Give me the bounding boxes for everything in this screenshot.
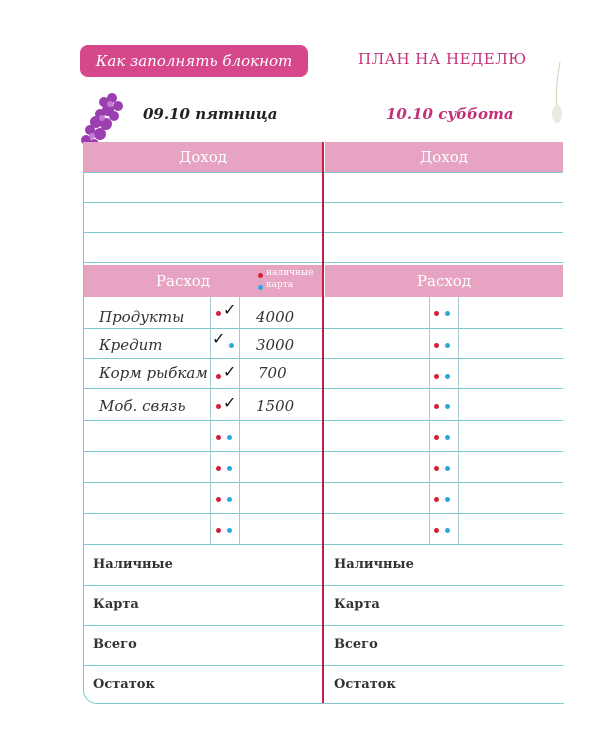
income-bar-left — [83, 142, 323, 172]
cash-dot-icon[interactable] — [216, 404, 221, 409]
expense-item: Корм рыбкам — [99, 364, 208, 382]
card-dot-icon[interactable] — [445, 374, 450, 379]
expense-amount: 1500 — [256, 397, 295, 415]
summary-card-right: Карта — [334, 597, 380, 612]
expense-list-left — [83, 297, 323, 544]
summary-rest-left: Остаток — [93, 677, 155, 692]
checkmark-icon: ✓ — [223, 300, 237, 319]
expense-item: Продукты — [99, 308, 185, 326]
summary-rest-right: Остаток — [334, 677, 396, 692]
plan-title: ПЛАН НА НЕДЕЛЮ — [358, 50, 527, 68]
card-dot-icon[interactable] — [445, 497, 450, 502]
cash-dot-icon[interactable] — [216, 466, 221, 471]
divider — [83, 172, 84, 665]
summary-total-left: Всего — [93, 637, 137, 652]
cash-dot-icon[interactable] — [216, 374, 221, 379]
cash-dot-icon[interactable] — [216, 311, 221, 316]
expense-list-right — [325, 297, 563, 544]
summary-card-left: Карта — [93, 597, 139, 612]
cash-dot-icon[interactable] — [434, 343, 439, 348]
expense-amount: 700 — [258, 364, 287, 382]
card-dot-icon[interactable] — [227, 435, 232, 440]
card-dot-icon[interactable] — [445, 404, 450, 409]
expense-label-right: Расход — [416, 272, 472, 290]
expense-item: Моб. связь — [99, 397, 186, 415]
income-label-left: Доход — [179, 148, 227, 166]
card-dot-icon[interactable] — [229, 343, 234, 348]
expense-bar-right — [325, 265, 563, 297]
cash-dot-icon[interactable] — [434, 374, 439, 379]
expense-label-left: Расход — [155, 272, 211, 290]
cash-dot-icon[interactable] — [434, 497, 439, 502]
checkmark-icon: ✓ — [212, 329, 226, 348]
day-divider — [322, 142, 324, 703]
cash-dot-icon[interactable] — [434, 311, 439, 316]
summary-total-right: Всего — [334, 637, 378, 652]
cash-dot-icon[interactable] — [216, 528, 221, 533]
cash-dot-icon[interactable] — [216, 435, 221, 440]
flower-sprig-icon — [548, 62, 564, 132]
checkmark-icon: ✓ — [223, 393, 237, 412]
card-dot-icon[interactable] — [445, 343, 450, 348]
expense-legend — [256, 267, 326, 295]
expense-item: Кредит — [99, 336, 163, 354]
income-bar-right — [325, 142, 563, 172]
summary-cash-right: Наличные — [334, 557, 414, 572]
checkmark-icon: ✓ — [223, 362, 237, 381]
cash-dot-icon[interactable] — [216, 497, 221, 502]
cash-dot-icon[interactable] — [434, 435, 439, 440]
cash-dot-icon[interactable] — [434, 528, 439, 533]
card-dot-icon — [258, 285, 263, 290]
card-dot-icon[interactable] — [445, 435, 450, 440]
card-dot-icon[interactable] — [445, 311, 450, 316]
how-to-fill-badge[interactable]: Как заполнять блокнот — [80, 45, 308, 77]
card-dot-icon[interactable] — [227, 497, 232, 502]
cash-dot-icon[interactable] — [434, 404, 439, 409]
card-dot-icon[interactable] — [227, 528, 232, 533]
day-left-title: 09.10 пятница — [143, 105, 278, 123]
day-right-title: 10.10 суббота — [386, 105, 514, 123]
expense-amount: 3000 — [256, 336, 295, 354]
cash-dot-icon — [258, 273, 263, 278]
card-dot-icon[interactable] — [227, 466, 232, 471]
expense-amount: 4000 — [256, 308, 295, 326]
card-dot-icon[interactable] — [445, 528, 450, 533]
legend-cash: наличные — [266, 268, 314, 278]
card-dot-icon[interactable] — [445, 466, 450, 471]
summary-cash-left: Наличные — [93, 557, 173, 572]
income-label-right: Доход — [420, 148, 468, 166]
legend-card: карта — [266, 280, 294, 290]
cash-dot-icon[interactable] — [434, 466, 439, 471]
